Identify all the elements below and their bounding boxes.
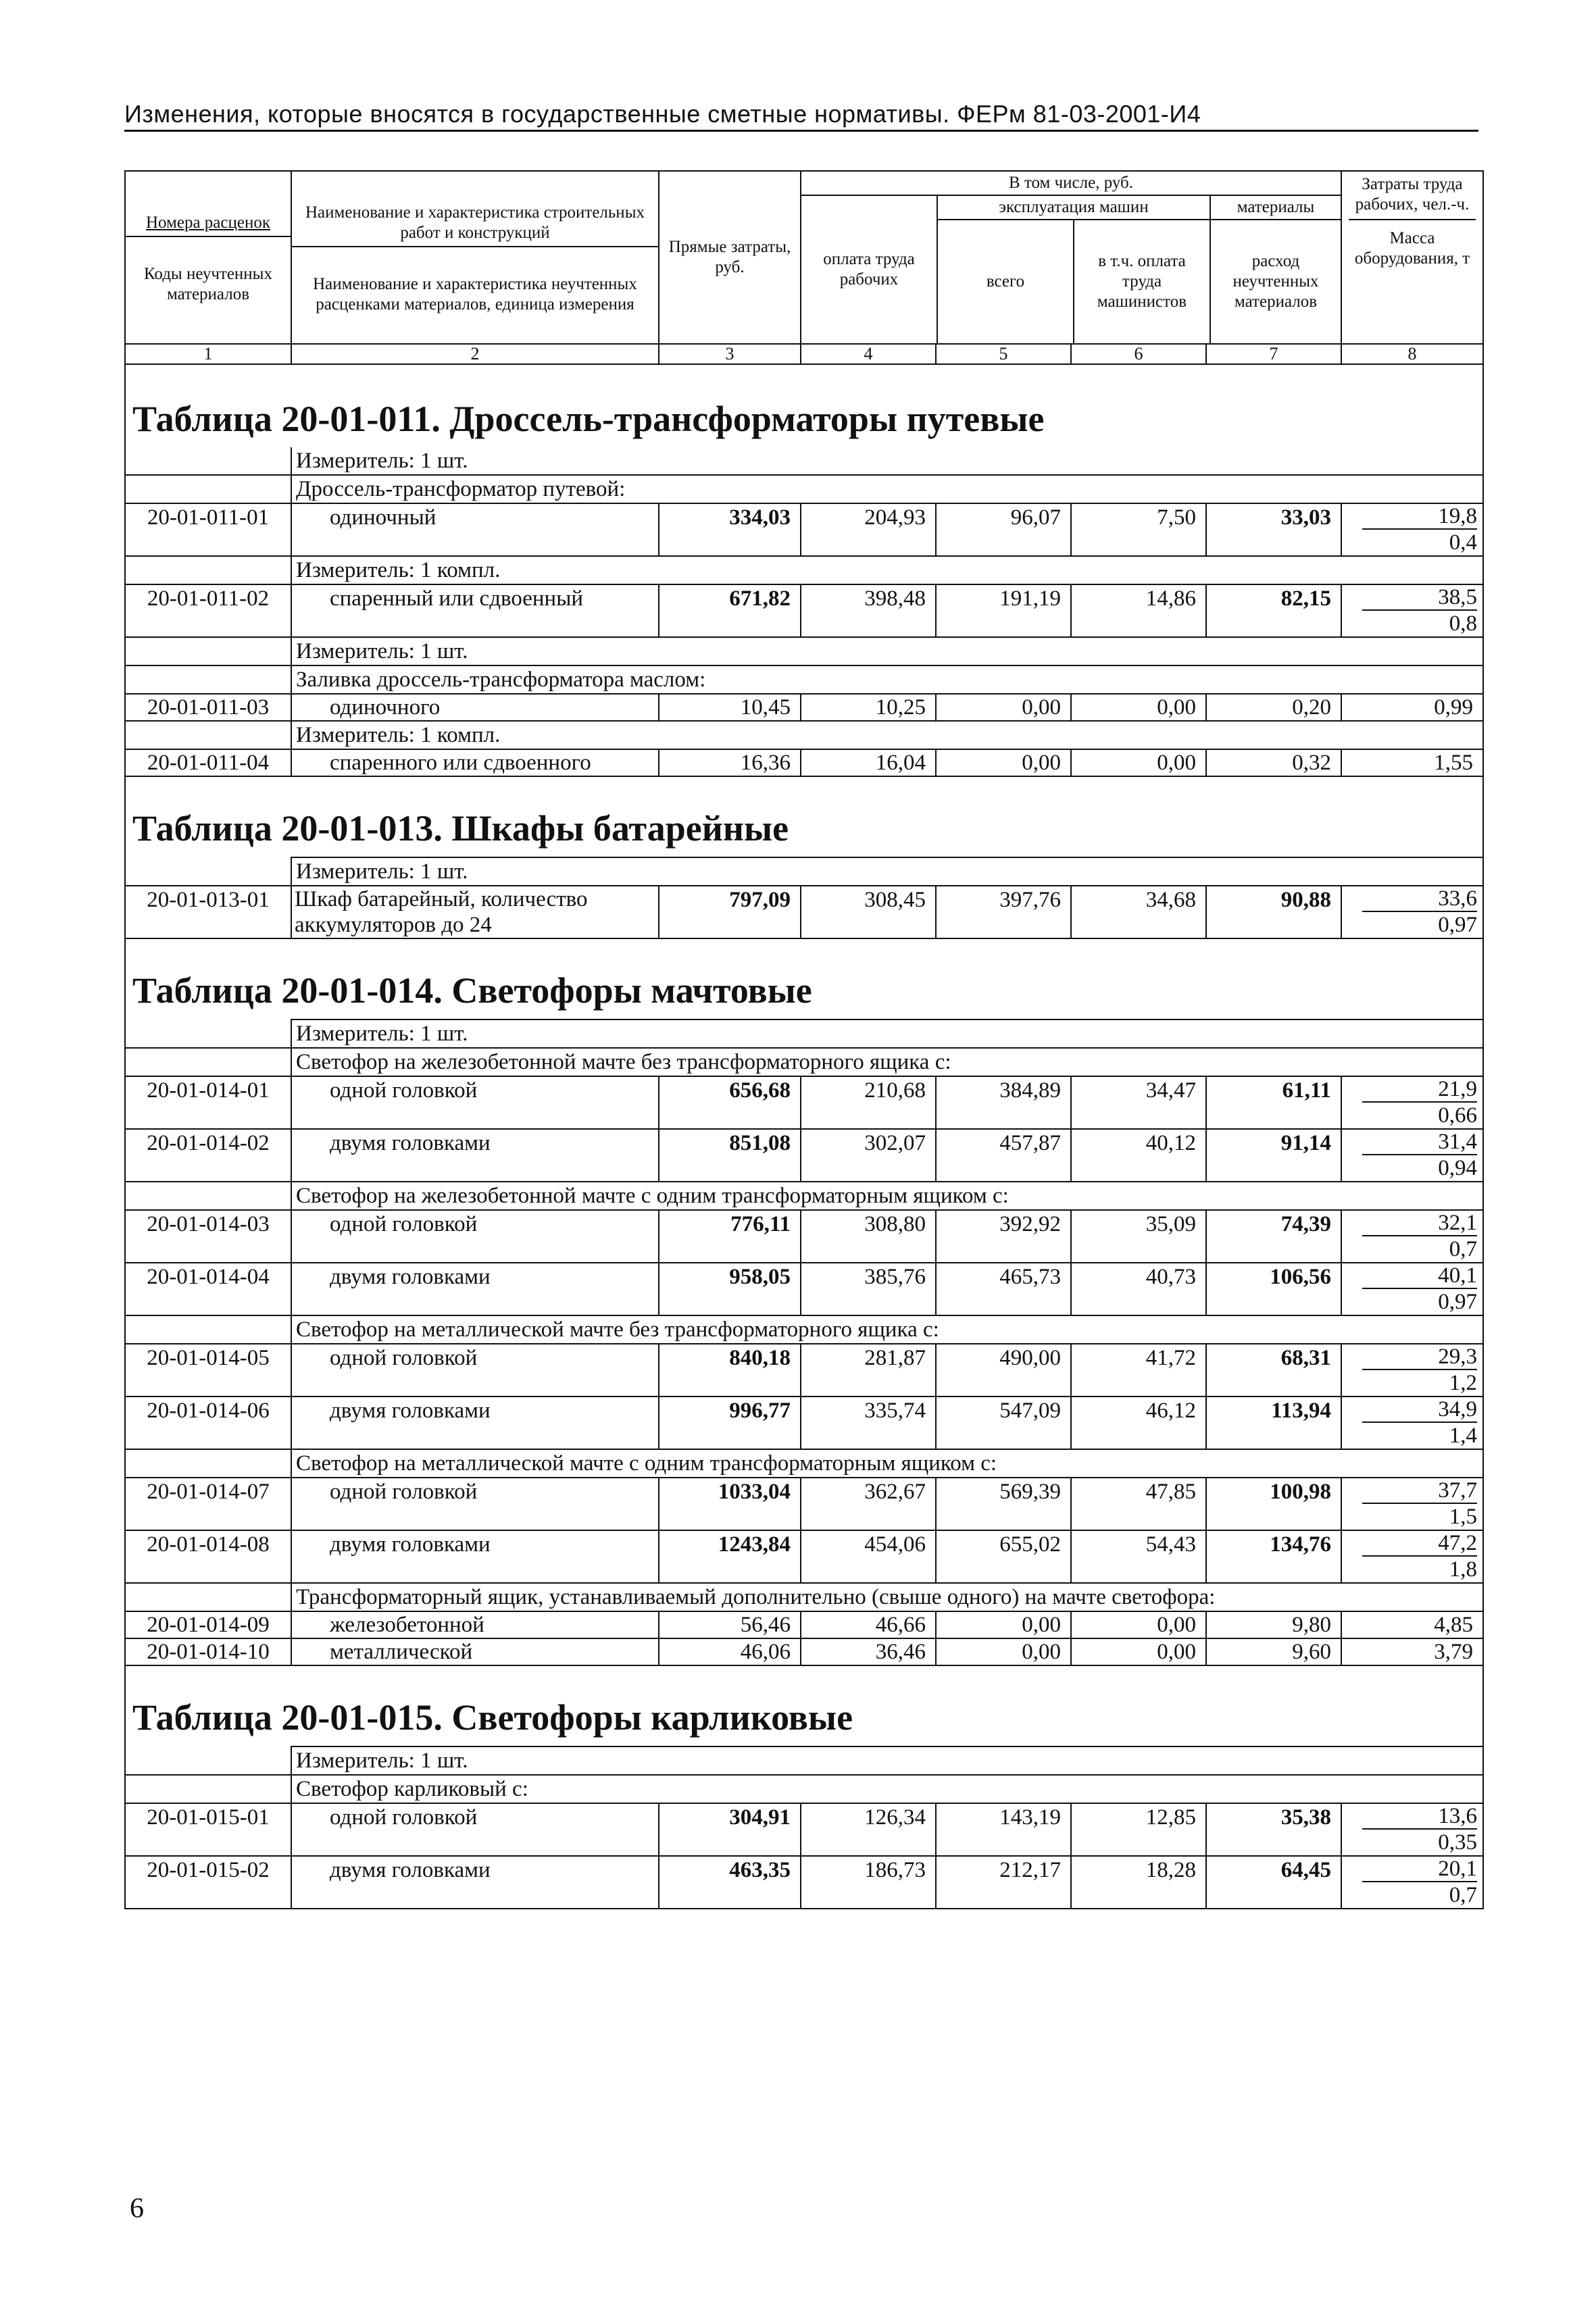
header-codes-bottom: Коды неучтенных материалов: [144, 265, 272, 303]
rate-name: двумя головками: [291, 1856, 659, 1909]
rate-name: двумя головками: [291, 1263, 659, 1315]
direct-costs: 996,77: [659, 1397, 801, 1449]
wage: 36,46: [801, 1638, 936, 1665]
measure-unit: Измеритель: 1 шт.: [291, 1746, 1483, 1775]
table-row: [125, 1076, 1483, 1129]
machinists-wage: 0,00: [1071, 749, 1206, 776]
rate-code: 20-01-014-06: [125, 1397, 291, 1449]
labor-cost: 32,1: [1362, 1211, 1477, 1236]
machinists-wage: 0,00: [1071, 1611, 1206, 1638]
equipment-mass: 1,8: [1449, 1557, 1478, 1582]
materials: 9,80: [1206, 1611, 1341, 1638]
equipment-mass: 1,5: [1449, 1505, 1478, 1529]
direct-costs: 304,91: [659, 1803, 801, 1856]
machinists-wage: 12,85: [1071, 1803, 1206, 1856]
table-row: [125, 584, 1483, 637]
table-row: [125, 886, 1483, 938]
table-row: [125, 1638, 1483, 1665]
table-row: [125, 1611, 1483, 1638]
rate-code: 20-01-014-02: [125, 1129, 291, 1182]
materials: 35,38: [1206, 1803, 1341, 1856]
table-row: [125, 1856, 1483, 1909]
wage: 308,45: [801, 886, 936, 938]
subheading: Светофор на железобетонной мачте без трансформаторного ящика с:: [291, 1048, 1483, 1076]
machinists-wage: 7,50: [1071, 503, 1206, 556]
table-row: [125, 1210, 1483, 1263]
page-header-title: Изменения, которые вносятся в государственные сметные нормативы. ФЕРм 81-03-2001-И4: [124, 100, 1478, 132]
materials: 33,03: [1206, 503, 1341, 556]
rate-name-line: Шкаф батарейный, количество: [295, 887, 588, 911]
section-title: Таблица 20-01-011. Дроссель-трансформаторы путевые: [125, 364, 1483, 447]
column-number: 8: [1341, 344, 1483, 364]
rate-name: [291, 886, 659, 938]
header-name-top: Наименование и характеристика строительных работ и конструкций: [292, 200, 658, 247]
equipment-mass: 0,4: [1449, 530, 1478, 555]
rate-code: 20-01-014-01: [125, 1076, 291, 1129]
subheading: Светофор карликовый с:: [291, 1775, 1483, 1803]
wage: 335,74: [801, 1397, 936, 1449]
machinists-wage: 40,12: [1071, 1129, 1206, 1182]
equipment-mass: 0,35: [1438, 1830, 1478, 1855]
column-number: 4: [801, 344, 936, 364]
header-col-8: [1341, 171, 1483, 344]
table-row: [125, 1129, 1483, 1182]
labor-cost: 4,85: [1341, 1611, 1483, 1638]
equipment-mass: 1,4: [1449, 1424, 1478, 1448]
section-title: Таблица 20-01-014. Светофоры мачтовые: [125, 938, 1483, 1020]
header-labor: Затраты труда рабочих, чел.-ч.: [1349, 172, 1476, 220]
section-title: Таблица 20-01-013. Шкафы батарейные: [125, 776, 1483, 857]
machinists-wage: 41,72: [1071, 1344, 1206, 1397]
materials: 113,94: [1206, 1397, 1341, 1449]
machines-total: 143,19: [936, 1803, 1071, 1856]
machinists-wage: 47,85: [1071, 1478, 1206, 1530]
materials: 82,15: [1206, 584, 1341, 637]
rate-name: спаренный или сдвоенный: [291, 584, 659, 637]
wage: 454,06: [801, 1530, 936, 1583]
rate-code: 20-01-014-03: [125, 1210, 291, 1263]
rate-name: одной головкой: [291, 1076, 659, 1129]
machinists-wage: 18,28: [1071, 1856, 1206, 1909]
rate-code: 20-01-015-01: [125, 1803, 291, 1856]
materials: 90,88: [1206, 886, 1341, 938]
header-machines-total: всего: [938, 220, 1074, 343]
rate-code: 20-01-014-04: [125, 1263, 291, 1315]
direct-costs: 463,35: [659, 1856, 801, 1909]
machines-total: 569,39: [936, 1478, 1071, 1530]
labor-cost: 47,2: [1362, 1531, 1477, 1557]
direct-costs: 1243,84: [659, 1530, 801, 1583]
rate-name: спаренного или сдвоенного: [291, 749, 659, 776]
materials: 64,45: [1206, 1856, 1341, 1909]
measure-unit: Измеритель: 1 шт.: [291, 447, 1483, 475]
materials: 134,76: [1206, 1530, 1341, 1583]
measure-unit: Измеритель: 1 компл.: [291, 556, 1483, 584]
rate-name: одной головкой: [291, 1478, 659, 1530]
machines-total: 547,09: [936, 1397, 1071, 1449]
table-header-row: [125, 171, 1483, 344]
wage: 281,87: [801, 1344, 936, 1397]
rate-name: одиночного: [291, 694, 659, 721]
equipment-mass: 0,66: [1438, 1103, 1478, 1128]
machines-total: 457,87: [936, 1129, 1071, 1182]
table-row: [125, 1803, 1483, 1856]
labor-cost: 31,4: [1362, 1130, 1477, 1155]
machines-total: 392,92: [936, 1210, 1071, 1263]
measure-unit: Измеритель: 1 шт.: [291, 637, 1483, 665]
machinists-wage: 34,68: [1071, 886, 1206, 938]
materials: 68,31: [1206, 1344, 1341, 1397]
table-row: [125, 1397, 1483, 1449]
measure-unit: Измеритель: 1 шт.: [291, 1020, 1483, 1048]
subheading: Дроссель-трансформатор путевой:: [291, 475, 1483, 503]
materials: 61,11: [1206, 1076, 1341, 1129]
table-row: [125, 1478, 1483, 1530]
equipment-mass: 0,8: [1449, 611, 1478, 636]
header-col-1: [125, 171, 291, 344]
machines-total: 397,76: [936, 886, 1071, 938]
machines-total: 490,00: [936, 1344, 1071, 1397]
wage: 46,66: [801, 1611, 936, 1638]
labor-cost: 21,9: [1362, 1077, 1477, 1103]
equipment-mass: 0,97: [1438, 1290, 1478, 1314]
header-machines: эксплуатация машин: [938, 196, 1210, 220]
table-row: [125, 1530, 1483, 1583]
subheading: Заливка дроссель-трансформатора маслом:: [291, 665, 1483, 694]
materials: 0,20: [1206, 694, 1341, 721]
labor-cost: 13,6: [1362, 1804, 1477, 1830]
labor-cost: 37,7: [1362, 1478, 1477, 1504]
machines-total: 655,02: [936, 1530, 1071, 1583]
labor-cost: 33,6: [1362, 886, 1477, 912]
equipment-mass: 0,94: [1438, 1156, 1478, 1180]
subheading: Трансформаторный ящик, устанавливаемый дополнительно (свыше одного) на мачте светофора:: [291, 1583, 1483, 1611]
rate-code: 20-01-014-10: [125, 1638, 291, 1665]
rate-name: одиночный: [291, 503, 659, 556]
materials: 0,32: [1206, 749, 1341, 776]
machines-total: 0,00: [936, 1638, 1071, 1665]
rate-code: 20-01-011-01: [125, 503, 291, 556]
rate-code: 20-01-014-09: [125, 1611, 291, 1638]
header-group: [801, 171, 1341, 344]
rate-code: 20-01-014-05: [125, 1344, 291, 1397]
labor-cost: 19,8: [1362, 504, 1477, 530]
rate-code: 20-01-011-04: [125, 749, 291, 776]
header-materials-consumption: расход неучтенных материалов: [1232, 252, 1319, 311]
machines-total: 191,19: [936, 584, 1071, 637]
table-row: [125, 1344, 1483, 1397]
rate-name: двумя головками: [291, 1397, 659, 1449]
wage: 186,73: [801, 1856, 936, 1909]
column-number: 2: [291, 344, 659, 364]
column-number: 6: [1071, 344, 1206, 364]
direct-costs: 10,45: [659, 694, 801, 721]
measure-unit: Измеритель: 1 шт.: [291, 857, 1483, 886]
column-number: 3: [659, 344, 801, 364]
labor-cost: 40,1: [1362, 1263, 1477, 1289]
direct-costs: 958,05: [659, 1263, 801, 1315]
equipment-mass: 0,7: [1449, 1237, 1478, 1261]
wage: 308,80: [801, 1210, 936, 1263]
wage: 204,93: [801, 503, 936, 556]
machines-total: 96,07: [936, 503, 1071, 556]
direct-costs: 851,08: [659, 1129, 801, 1182]
materials: 106,56: [1206, 1263, 1341, 1315]
direct-costs: 671,82: [659, 584, 801, 637]
materials: 100,98: [1206, 1478, 1341, 1530]
rate-code: 20-01-013-01: [125, 886, 291, 938]
materials: 74,39: [1206, 1210, 1341, 1263]
machinists-wage: 54,43: [1071, 1530, 1206, 1583]
labor-cost: 20,1: [1362, 1857, 1477, 1882]
wage: 210,68: [801, 1076, 936, 1129]
machinists-wage: 14,86: [1071, 584, 1206, 637]
machinists-wage: 35,09: [1071, 1210, 1206, 1263]
header-materials: материалы: [1211, 196, 1341, 220]
header-col-2: [291, 171, 659, 344]
wage: 302,07: [801, 1129, 936, 1182]
column-number: 7: [1206, 344, 1341, 364]
table-row: [125, 749, 1483, 776]
labor-cost: 1,55: [1341, 749, 1483, 776]
direct-costs: 656,68: [659, 1076, 801, 1129]
rate-code: 20-01-015-02: [125, 1856, 291, 1909]
labor-cost: 38,5: [1362, 585, 1477, 611]
rate-code: 20-01-011-02: [125, 584, 291, 637]
machines-total: 0,00: [936, 694, 1071, 721]
header-group-label: В том числе, руб.: [801, 172, 1341, 196]
machinists-wage: 34,47: [1071, 1076, 1206, 1129]
labor-cost: 0,99: [1341, 694, 1483, 721]
measure-unit: Измеритель: 1 компл.: [291, 721, 1483, 749]
column-numbers-row: [125, 344, 1483, 364]
table-row: [125, 1263, 1483, 1315]
direct-costs: 16,36: [659, 749, 801, 776]
direct-costs: 797,09: [659, 886, 801, 938]
direct-costs: 46,06: [659, 1638, 801, 1665]
materials: 91,14: [1206, 1129, 1341, 1182]
direct-costs: 334,03: [659, 503, 801, 556]
column-number: 5: [936, 344, 1071, 364]
rate-name-line: аккумуляторов до 24: [295, 913, 492, 937]
section-title: Таблица 20-01-015. Светофоры карликовые: [125, 1665, 1483, 1746]
machines-total: 0,00: [936, 1611, 1071, 1638]
rate-name: одной головкой: [291, 1210, 659, 1263]
table-row: [125, 694, 1483, 721]
wage: 398,48: [801, 584, 936, 637]
machines-total: 212,17: [936, 1856, 1071, 1909]
rate-code: 20-01-014-07: [125, 1478, 291, 1530]
machinists-wage: 46,12: [1071, 1397, 1206, 1449]
labor-cost: 34,9: [1362, 1397, 1477, 1423]
direct-costs: 1033,04: [659, 1478, 801, 1530]
rate-name: двумя головками: [291, 1129, 659, 1182]
rate-name: двумя головками: [291, 1530, 659, 1583]
header-mass: Масса оборудования, т: [1354, 229, 1470, 268]
direct-costs: 840,18: [659, 1344, 801, 1397]
direct-costs: 776,11: [659, 1210, 801, 1263]
subheading: Светофор на железобетонной мачте с одним трансформаторным ящиком с:: [291, 1182, 1483, 1210]
table-row: [125, 503, 1483, 556]
rate-code: 20-01-011-03: [125, 694, 291, 721]
rate-name: металлической: [291, 1638, 659, 1665]
rate-name: железобетонной: [291, 1611, 659, 1638]
header-wage: оплата труда рабочих: [801, 196, 938, 343]
rate-code: 20-01-014-08: [125, 1530, 291, 1583]
machinists-wage: 0,00: [1071, 694, 1206, 721]
wage: 16,04: [801, 749, 936, 776]
machines-total: 0,00: [936, 749, 1071, 776]
equipment-mass: 1,2: [1449, 1371, 1478, 1395]
page-number: 6: [130, 2193, 144, 2224]
estimate-table: [124, 170, 1484, 1909]
direct-costs: 56,46: [659, 1611, 801, 1638]
labor-cost: 29,3: [1362, 1344, 1477, 1370]
wage: 126,34: [801, 1803, 936, 1856]
machinists-wage: 0,00: [1071, 1638, 1206, 1665]
header-direct-costs: Прямые затраты, руб.: [659, 171, 801, 344]
rate-name: одной головкой: [291, 1344, 659, 1397]
rate-name: одной головкой: [291, 1803, 659, 1856]
machines-total: 384,89: [936, 1076, 1071, 1129]
machines-total: 465,73: [936, 1263, 1071, 1315]
equipment-mass: 0,97: [1438, 913, 1478, 937]
materials: 9,60: [1206, 1638, 1341, 1665]
subheading: Светофор на металлической мачте без трансформаторного ящика с:: [291, 1315, 1483, 1344]
subheading: Светофор на металлической мачте с одним трансформаторным ящиком с:: [291, 1449, 1483, 1478]
equipment-mass: 0,7: [1449, 1883, 1478, 1907]
labor-cost: 3,79: [1341, 1638, 1483, 1665]
column-number: 1: [125, 344, 291, 364]
header-name-bottom: Наименование и характеристика неучтенных расценками материалов, единица измерения: [313, 275, 637, 313]
machinists-wage: 40,73: [1071, 1263, 1206, 1315]
wage: 362,67: [801, 1478, 936, 1530]
header-codes-top: Номера расценок: [126, 210, 291, 237]
wage: 10,25: [801, 694, 936, 721]
header-machinists-wage: в т.ч. оплата труда машинистов: [1097, 252, 1187, 311]
wage: 385,76: [801, 1263, 936, 1315]
